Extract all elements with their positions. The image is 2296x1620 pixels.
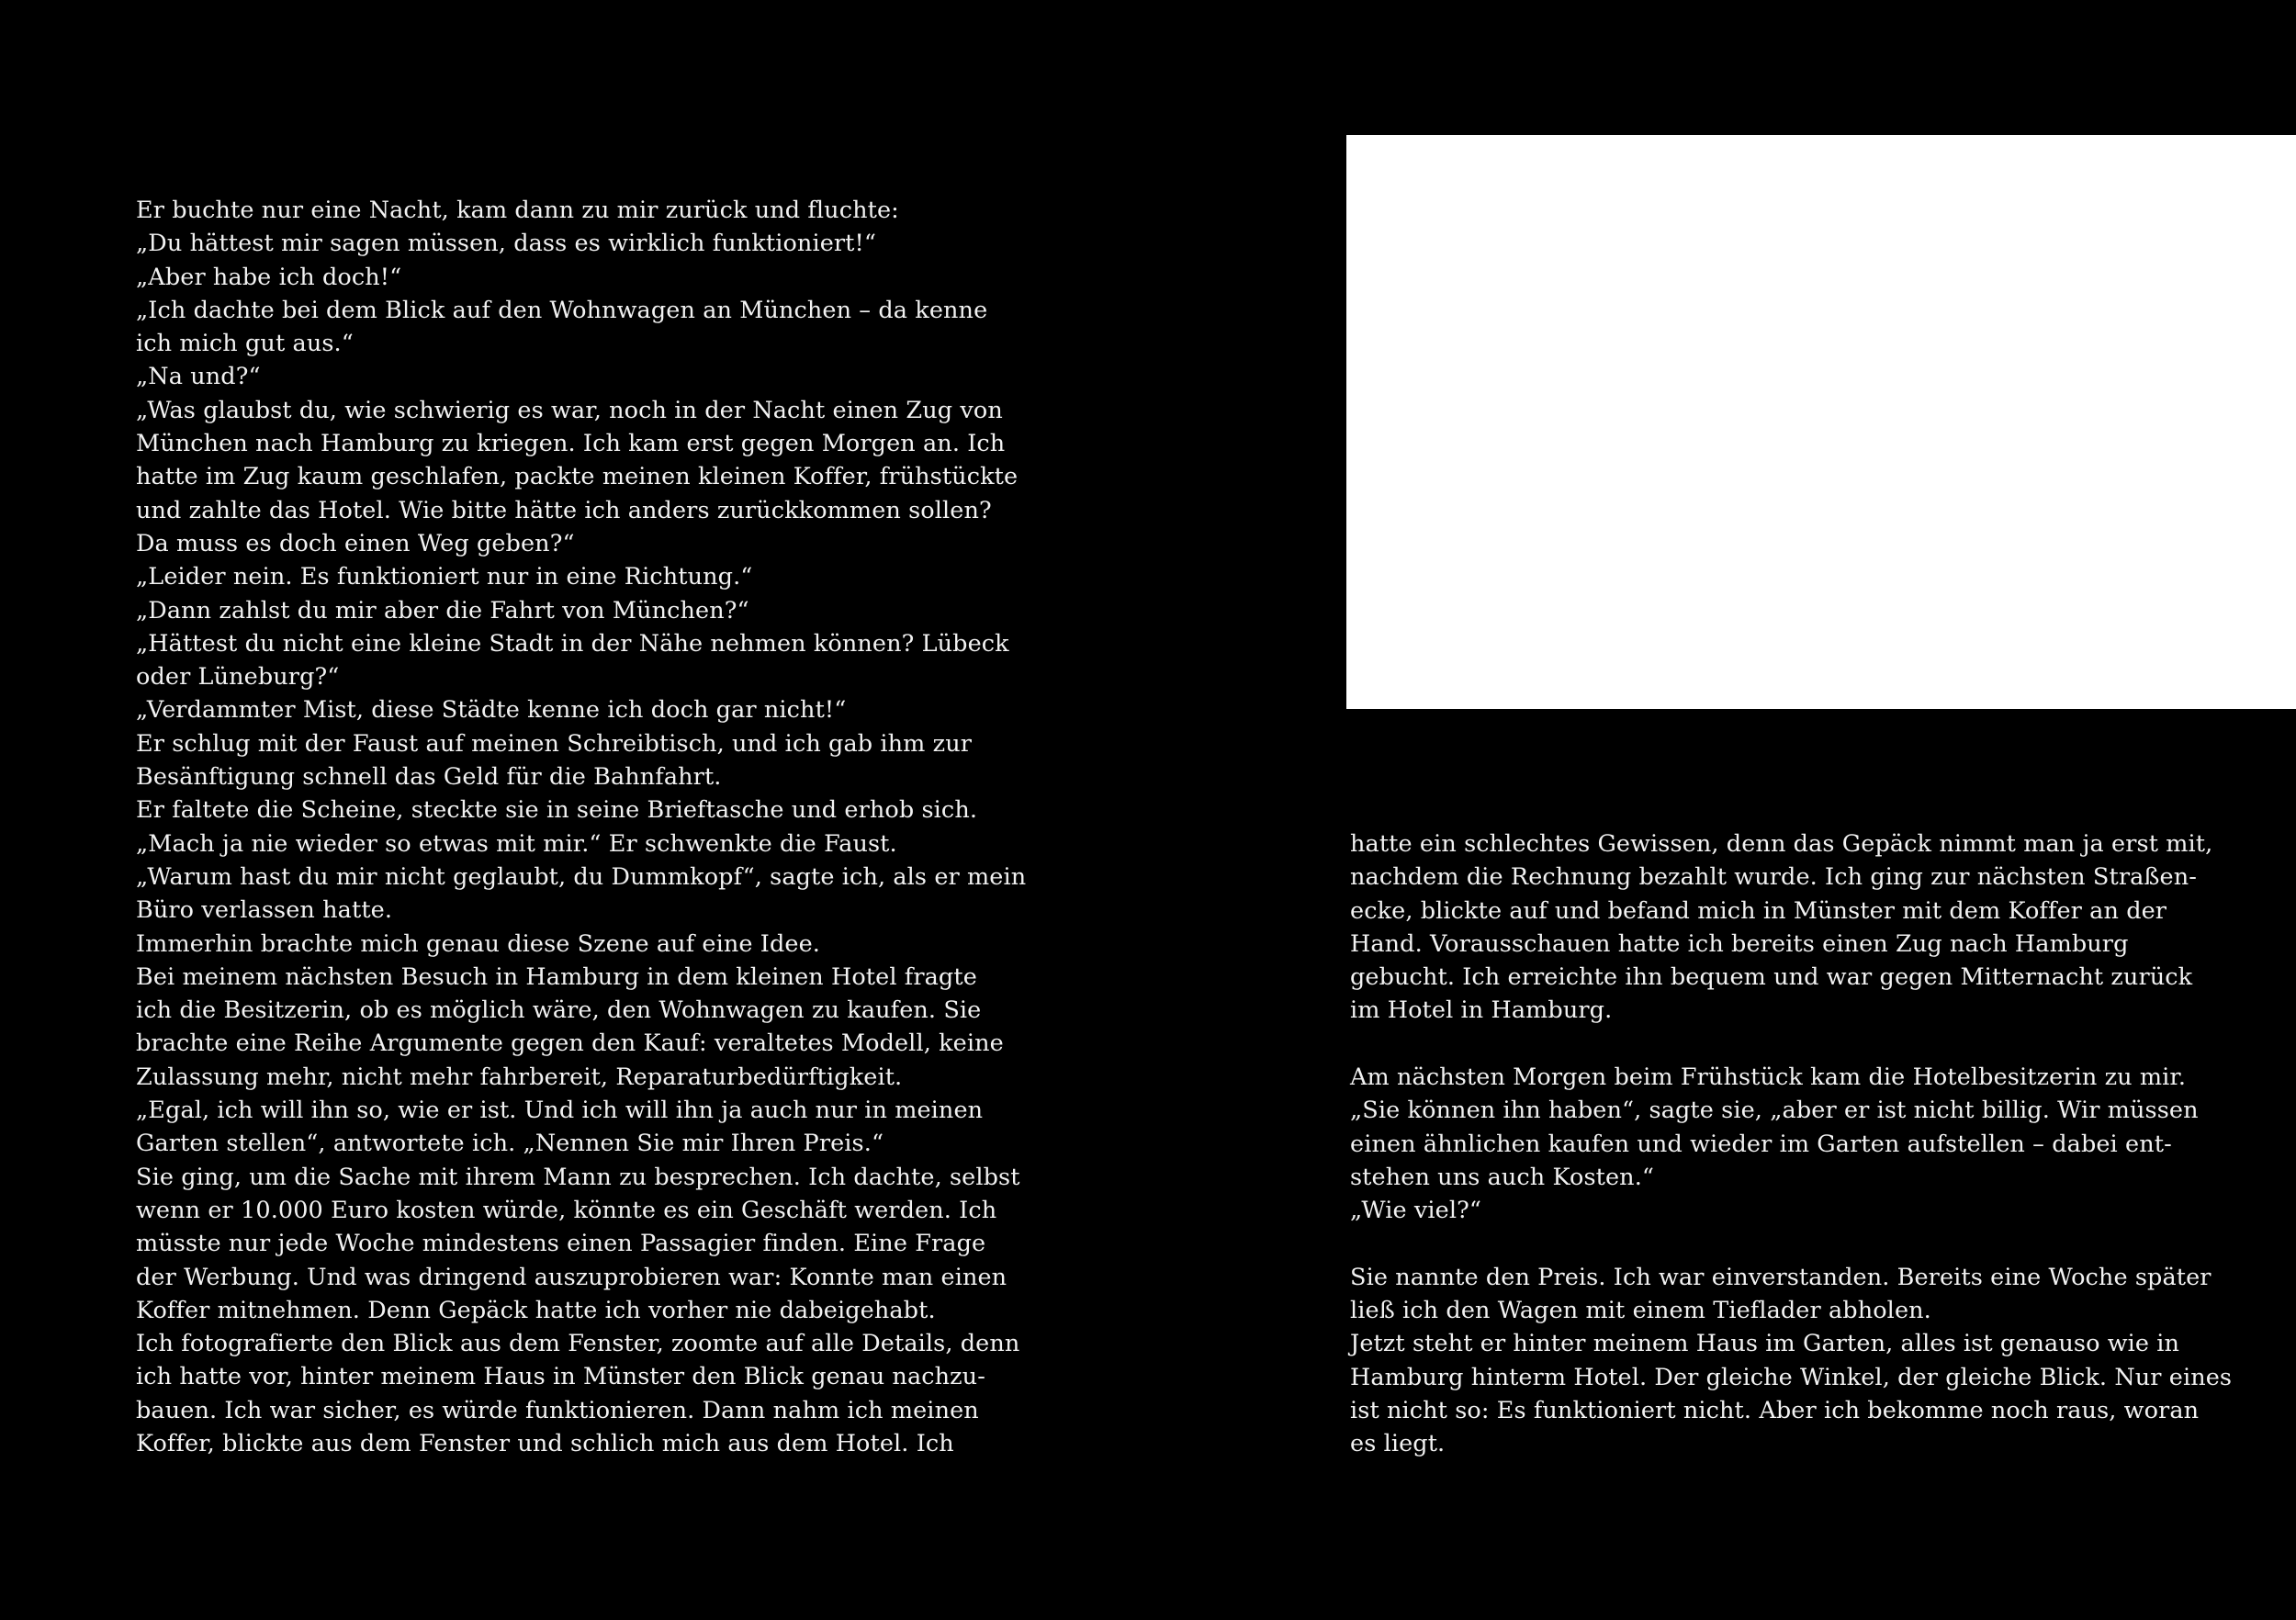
text-line: Am nächsten Morgen beim Frühstück kam die Hotelbesitzerin zu mir. — [1350, 1063, 2187, 1092]
text-line: ist nicht so: Es funktioniert nicht. Aber ich bekomme noch raus, woran — [1350, 1397, 2200, 1425]
image-area — [1346, 135, 2296, 709]
text-line: ich die Besitzerin, ob es möglich wäre, den Wohnwagen zu kaufen. Sie — [136, 996, 982, 1025]
text-line: Besänftigung schnell das Geld für die Bahnfahrt. — [136, 763, 722, 792]
text-line: Er schlug mit der Faust auf meinen Schreibtisch, und ich gab ihm zur — [136, 729, 973, 758]
text-line: „Na und?“ — [136, 363, 261, 391]
text-line: der Werbung. Und was dringend auszuprobieren war: Konnte man einen — [136, 1263, 1007, 1291]
text-line: Sie nannte den Preis. Ich war einverstanden. Bereits eine Woche später — [1350, 1263, 2212, 1291]
text-line: „Egal, ich will ihn so, wie er ist. Und ich will ihn ja auch nur in meinen — [136, 1097, 984, 1125]
text-line: müsste nur jede Woche mindestens einen Passagier finden. Eine Frage — [136, 1230, 986, 1258]
text-line: bauen. Ich war sicher, es würde funktionieren. Dann nahm ich meinen — [136, 1396, 979, 1424]
text-line: Ich fotografierte den Blick aus dem Fenster, zoomte auf alle Details, denn — [136, 1330, 1020, 1358]
text-line: Zulassung mehr, nicht mehr fahrbereit, Reparaturbedürftigkeit. — [136, 1063, 903, 1091]
text-line: hatte im Zug kaum geschlafen, packte meinen kleinen Koffer, frühstückte — [136, 463, 1019, 491]
text-line: „Aber habe ich doch!“ — [136, 263, 402, 291]
text-line: Koffer, blickte aus dem Fenster und schlich mich aus dem Hotel. Ich — [136, 1429, 954, 1457]
text-line: einen ähnlichen kaufen und wieder im Garten aufstellen – dabei ent- — [1350, 1130, 2172, 1158]
text-line: wenn er 10.000 Euro kosten würde, könnte es ein Geschäft werden. Ich — [136, 1196, 997, 1224]
text-line: nachdem die Rechnung bezahlt wurde. Ich ging zur nächsten Straßen- — [1350, 863, 2197, 892]
text-line: stehen uns auch Kosten.“ — [1350, 1163, 1655, 1191]
text-line: „Dann zahlst du mir aber die Fahrt von München?“ — [136, 596, 749, 624]
text-line: ecke, blickte auf und befand mich in Münster mit dem Koffer an der — [1350, 896, 2167, 925]
text-line: Hamburg hinterm Hotel. Der gleiche Winkel, der gleiche Blick. Nur eines — [1350, 1363, 2233, 1391]
text-line: Er buchte nur eine Nacht, kam dann zu mir zurück und fluchte: — [136, 197, 899, 224]
text-line: „Sie können ihn haben“, sagte sie, „aber er ist nicht billig. Wir müssen — [1350, 1097, 2199, 1125]
text-line: Bei meinem nächsten Besuch in Hamburg in dem kleinen Hotel fragte — [136, 962, 977, 991]
right-page-text — [1350, 827, 2232, 1461]
text-line: „Was glaubst du, wie schwierig es war, noch in der Nacht einen Zug von — [136, 396, 1003, 424]
text-line: brachte eine Reihe Argumente gegen den Kauf: veraltetes Modell, keine — [136, 1029, 1004, 1058]
text-line: Da muss es doch einen Weg geben?“ — [136, 529, 575, 557]
text-line: oder Lüneburg?“ — [136, 663, 340, 692]
text-line: „Wie viel?“ — [1350, 1197, 1482, 1225]
paragraph-gap — [1350, 1228, 2232, 1261]
text-line: gebucht. Ich erreichte ihn bequem und war gegen Mitternacht zurück — [1350, 963, 2193, 992]
text-line: „Mach ja nie wieder so etwas mit mir.“ Er schwenkte die Faust. — [136, 829, 897, 858]
left-page-text — [136, 194, 1026, 1460]
text-line: Hand. Vorausschauen hatte ich bereits einen Zug nach Hamburg — [1350, 929, 2129, 958]
text-line: Er faltete die Scheine, steckte sie in seine Brieftasche und erhob sich. — [136, 796, 978, 825]
text-line: „Hättest du nicht eine kleine Stadt in der Nähe nehmen können? Lübeck — [136, 629, 1009, 658]
right-page — [1148, 0, 2296, 1620]
text-line: Büro verlassen hatte. — [136, 896, 393, 925]
paragraph-gap — [1350, 1028, 2232, 1061]
text-line: hatte ein schlechtes Gewissen, denn das Gepäck nimmt man ja erst mit, — [1350, 830, 2213, 858]
text-line: „Verdammter Mist, diese Städte kenne ich doch gar nicht!“ — [136, 696, 847, 725]
text-line: „Warum hast du mir nicht geglaubt, du Dummkopf“, sagte ich, als er mein — [136, 862, 1027, 891]
text-line: und zahlte das Hotel. Wie bitte hätte ich anders zurückkommen sollen? — [136, 496, 992, 524]
text-line: ließ ich den Wagen mit einem Tieflader abholen. — [1350, 1297, 1931, 1325]
text-line: „Ich dachte bei dem Blick auf den Wohnwagen an München – da kenne — [136, 296, 988, 324]
text-line: Garten stellen“, antwortete ich. „Nennen Sie mir Ihren Preis.“ — [136, 1130, 884, 1158]
text-line: Jetzt steht er hinter meinem Haus im Garten, alles ist genauso wie in — [1350, 1330, 2180, 1358]
text-line: Immerhin brachte mich genau diese Szene auf eine Idee. — [136, 929, 820, 958]
text-line: Koffer mitnehmen. Denn Gepäck hatte ich vorher nie dabeigehabt. — [136, 1296, 936, 1324]
text-line: ich mich gut aus.“ — [136, 330, 354, 358]
text-line: im Hotel in Hamburg. — [1350, 996, 1613, 1025]
text-line: Sie ging, um die Sache mit ihrem Mann zu besprechen. Ich dachte, selbst — [136, 1163, 1020, 1191]
text-line: „Leider nein. Es funktioniert nur in eine Richtung.“ — [136, 563, 753, 591]
text-line: ich hatte vor, hinter meinem Haus in Münster den Blick genau nachzu- — [136, 1363, 985, 1391]
text-line: „Du hättest mir sagen müssen, dass es wirklich funktioniert!“ — [136, 230, 877, 258]
text-line: es liegt. — [1350, 1430, 1446, 1458]
text-line: München nach Hamburg zu kriegen. Ich kam erst gegen Morgen an. Ich — [136, 430, 1006, 458]
